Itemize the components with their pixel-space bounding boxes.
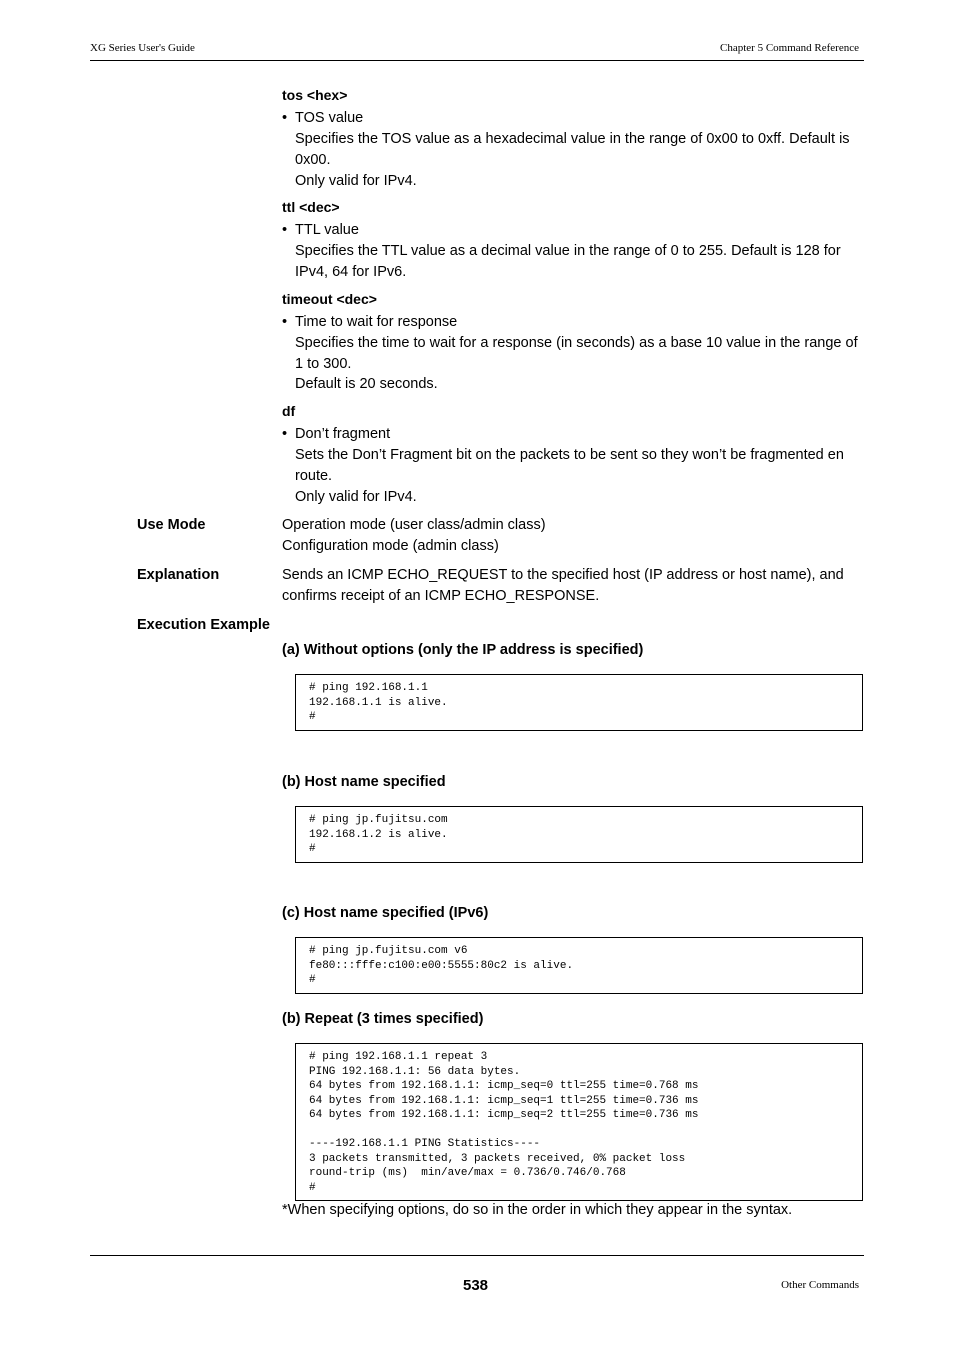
option-title-timeout: timeout <dec>	[282, 291, 377, 307]
use-mode-label: Use Mode	[137, 517, 206, 533]
code-block-repeat: # ping 192.168.1.1 repeat 3 PING 192.168.1.1: 56 data bytes. 64 bytes from 192.168.1.1: icmp_seq=0 ttl=255 time=0.768 ms 64 bytes from 192.168.1.1: icmp_seq=1 ttl=255 time=0.736 ms 64 bytes from 192.168.1.1: icmp_seq=2 ttl=255 time=0.736 ms ----192.168.1.1 PING Statistics---- 3 packets transmitted, 3 packets received, 0% packet loss round-trip (ms) min/ave/max = 0.736/0.746/0.768 #	[295, 1043, 863, 1201]
option-desc-df: Sets the Don’t Fragment bit on the packets to be sent so they won’t be fragmented en route.	[295, 447, 844, 484]
example-title-a: (a) Without options (only the IP address is specified)	[282, 642, 644, 658]
option-title-ttl: ttl <dec>	[282, 199, 340, 215]
footer-rule	[90, 1255, 864, 1256]
execution-example-label: Execution Example	[137, 617, 270, 633]
header-right: Chapter 5 Command Reference	[720, 42, 859, 54]
bullet-dot: •	[282, 314, 288, 330]
option-bullet-df: Don’t fragment	[295, 426, 391, 442]
option-note-tos: Only valid for IPv4.	[295, 173, 417, 189]
use-mode-line-1: Operation mode (user class/admin class)	[282, 517, 546, 533]
option-bullet-ttl: TTL value	[295, 222, 359, 238]
option-title-df: df	[282, 403, 296, 419]
option-bullet-timeout: Time to wait for response	[295, 314, 458, 330]
code-block-c: # ping jp.fujitsu.com v6 fe80:::fffe:c100:e00:5555:80c2 is alive. #	[295, 937, 863, 994]
bullet-dot: •	[282, 426, 288, 442]
use-mode-line-2: Configuration mode (admin class)	[282, 538, 499, 554]
page-number: 538	[463, 1277, 489, 1294]
option-desc-ttl: Specifies the TTL value as a decimal value in the range of 0 to 255. Default is 128 for IPv4, 64 for IPv6.	[295, 243, 841, 280]
option-desc-tos: Specifies the TOS value as a hexadecimal value in the range of 0x00 to 0xff. Default is 0x00.	[295, 131, 850, 168]
example-title-repeat: (b) Repeat (3 times specified)	[282, 1011, 484, 1027]
syntax-order-note: *When specifying options, do so in the order in which they appear in the syntax.	[282, 1202, 793, 1218]
option-title-tos: tos <hex>	[282, 87, 348, 103]
option-desc-timeout: Specifies the time to wait for a response (in seconds) as a base 10 value in the range of 1 to 300.	[295, 335, 858, 372]
explanation-label: Explanation	[137, 567, 220, 583]
bullet-dot: •	[282, 110, 288, 126]
example-title-c: (c) Host name specified (IPv6)	[282, 905, 489, 921]
option-note-timeout: Default is 20 seconds.	[295, 376, 438, 392]
option-bullet-tos: TOS value	[295, 110, 364, 126]
header-rule	[90, 60, 864, 61]
code-block-a: # ping 192.168.1.1 192.168.1.1 is alive. #	[295, 674, 863, 731]
example-title-b: (b) Host name specified	[282, 774, 446, 790]
explanation-text: Sends an ICMP ECHO_REQUEST to the specified host (IP address or host name), and confirms receipt of an ICMP ECHO_RESPONSE.	[282, 567, 844, 604]
header-left: XG Series User's Guide	[90, 42, 195, 54]
option-note-df: Only valid for IPv4.	[295, 489, 417, 505]
footer-section: Other Commands	[781, 1279, 859, 1291]
bullet-dot: •	[282, 222, 288, 238]
code-block-b: # ping jp.fujitsu.com 192.168.1.2 is alive. #	[295, 806, 863, 863]
